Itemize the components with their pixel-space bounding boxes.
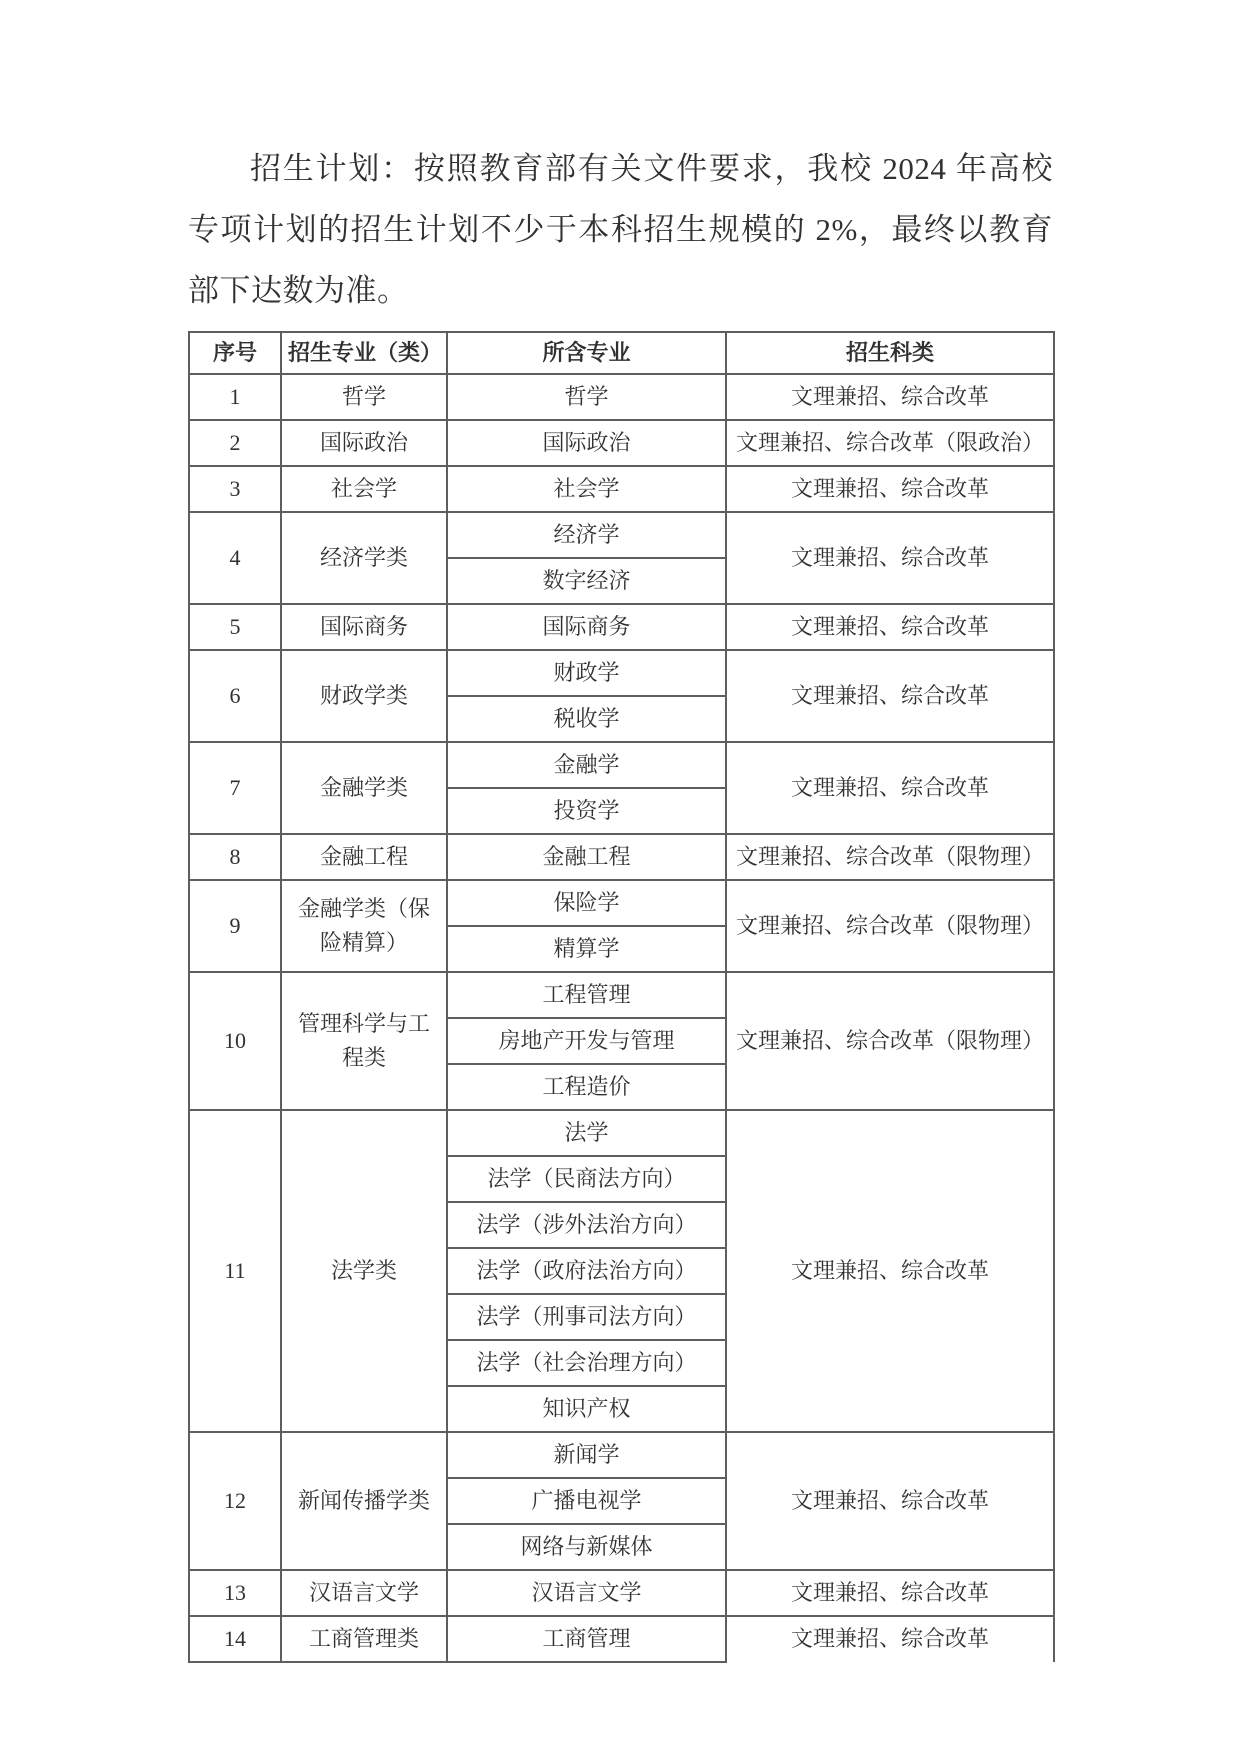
cell-included-major: 金融工程 — [447, 834, 726, 880]
cell-serial: 13 — [189, 1570, 281, 1616]
table-row — [189, 1432, 1054, 1478]
table-row — [189, 420, 1054, 466]
cell-serial: 12 — [189, 1432, 281, 1570]
cell-major-group: 金融工程 — [281, 834, 447, 880]
cell-subject-category: 文理兼招、综合改革（限物理） — [726, 972, 1054, 1110]
cell-major-group: 金融学类（保险精算） — [281, 880, 447, 972]
cell-major-group: 新闻传播学类 — [281, 1432, 447, 1570]
cell-major-group: 哲学 — [281, 374, 447, 420]
cell-major-group: 财政学类 — [281, 650, 447, 742]
cell-major-group: 金融学类 — [281, 742, 447, 834]
cell-included-major: 税收学 — [447, 696, 726, 742]
cell-subject-category: 文理兼招、综合改革 — [726, 1110, 1054, 1432]
table-row — [189, 604, 1054, 650]
cell-included-major: 法学（刑事司法方向） — [447, 1294, 726, 1340]
cell-included-major: 法学（涉外法治方向） — [447, 1202, 726, 1248]
cell-serial: 14 — [189, 1616, 281, 1662]
cell-subject-category: 文理兼招、综合改革 — [726, 512, 1054, 604]
cell-major-group: 社会学 — [281, 466, 447, 512]
cell-included-major: 数字经济 — [447, 558, 726, 604]
cell-subject-category: 文理兼招、综合改革 — [726, 466, 1054, 512]
admissions-table — [188, 331, 1055, 1663]
table-row — [189, 742, 1054, 788]
cell-included-major: 社会学 — [447, 466, 726, 512]
cell-serial: 10 — [189, 972, 281, 1110]
cell-major-group: 管理科学与工程类 — [281, 972, 447, 1110]
cell-included-major: 工程管理 — [447, 972, 726, 1018]
column-header-major: 招生专业（类） — [281, 332, 447, 374]
cell-major-group: 工商管理类 — [281, 1616, 447, 1662]
cell-included-major: 保险学 — [447, 880, 726, 926]
cell-major-group: 国际政治 — [281, 420, 447, 466]
table-row — [189, 880, 1054, 926]
table-row — [189, 972, 1054, 1018]
table-header-row — [189, 332, 1054, 374]
cell-serial: 1 — [189, 374, 281, 420]
cell-included-major: 法学（社会治理方向） — [447, 1340, 726, 1386]
cell-subject-category: 文理兼招、综合改革（限物理） — [726, 880, 1054, 972]
table-row — [189, 466, 1054, 512]
table-row — [189, 1110, 1054, 1156]
cell-subject-category: 文理兼招、综合改革（限政治） — [726, 420, 1054, 466]
cell-included-major: 精算学 — [447, 926, 726, 972]
cell-included-major: 国际政治 — [447, 420, 726, 466]
cell-included-major: 财政学 — [447, 650, 726, 696]
cell-included-major: 哲学 — [447, 374, 726, 420]
cell-included-major: 经济学 — [447, 512, 726, 558]
cell-subject-category: 文理兼招、综合改革 — [726, 1616, 1054, 1662]
column-header-category: 招生科类 — [726, 332, 1054, 374]
cell-included-major: 法学 — [447, 1110, 726, 1156]
cell-subject-category: 文理兼招、综合改革 — [726, 604, 1054, 650]
cell-serial: 8 — [189, 834, 281, 880]
cell-serial: 6 — [189, 650, 281, 742]
cell-subject-category: 文理兼招、综合改革 — [726, 1432, 1054, 1570]
cell-subject-category: 文理兼招、综合改革 — [726, 374, 1054, 420]
cell-included-major: 新闻学 — [447, 1432, 726, 1478]
table-row — [189, 512, 1054, 558]
table-row — [189, 1616, 1054, 1662]
cell-included-major: 工程造价 — [447, 1064, 726, 1110]
cell-subject-category: 文理兼招、综合改革 — [726, 742, 1054, 834]
cell-included-major: 投资学 — [447, 788, 726, 834]
cell-included-major: 网络与新媒体 — [447, 1524, 726, 1570]
cell-major-group: 法学类 — [281, 1110, 447, 1432]
cell-included-major: 工商管理 — [447, 1616, 726, 1662]
cell-included-major: 法学（民商法方向） — [447, 1156, 726, 1202]
column-header-no: 序号 — [189, 332, 281, 374]
table-row — [189, 1570, 1054, 1616]
cell-subject-category: 文理兼招、综合改革（限物理） — [726, 834, 1054, 880]
cell-major-group: 国际商务 — [281, 604, 447, 650]
cell-included-major: 金融学 — [447, 742, 726, 788]
cell-included-major: 广播电视学 — [447, 1478, 726, 1524]
cell-serial: 3 — [189, 466, 281, 512]
cell-major-group: 经济学类 — [281, 512, 447, 604]
cell-serial: 2 — [189, 420, 281, 466]
cell-included-major: 知识产权 — [447, 1386, 726, 1432]
page-content — [188, 0, 1053, 1663]
cell-serial: 7 — [189, 742, 281, 834]
cell-subject-category: 文理兼招、综合改革 — [726, 650, 1054, 742]
cell-serial: 5 — [189, 604, 281, 650]
table-row — [189, 834, 1054, 880]
column-header-included: 所含专业 — [447, 332, 726, 374]
cell-included-major: 汉语言文学 — [447, 1570, 726, 1616]
cell-included-major: 国际商务 — [447, 604, 726, 650]
cell-included-major: 房地产开发与管理 — [447, 1018, 726, 1064]
intro-paragraph: 招生计划：按照教育部有关文件要求，我校 2024 年高校专项计划的招生计划不少于本科招生规模的 2%，最终以教育部下达数为准。 — [188, 151, 1053, 308]
cell-included-major: 法学（政府法治方向） — [447, 1248, 726, 1294]
cell-serial: 4 — [189, 512, 281, 604]
cell-subject-category: 文理兼招、综合改革 — [726, 1570, 1054, 1616]
cell-major-group: 汉语言文学 — [281, 1570, 447, 1616]
cell-serial: 11 — [189, 1110, 281, 1432]
cell-serial: 9 — [189, 880, 281, 972]
table-row — [189, 374, 1054, 420]
table-row — [189, 650, 1054, 696]
